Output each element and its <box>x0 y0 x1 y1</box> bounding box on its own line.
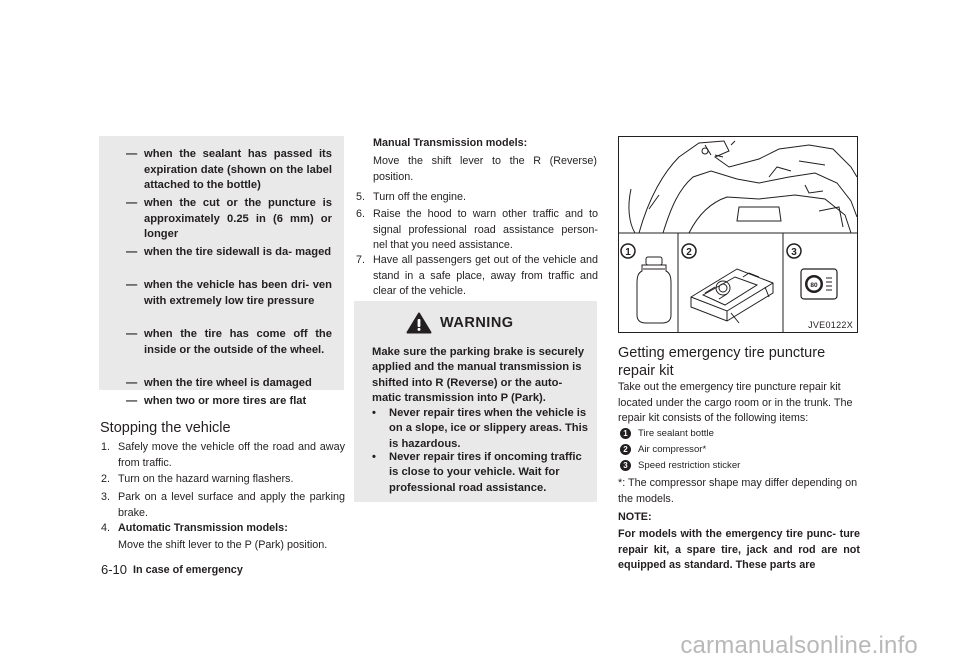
step-item: 6. Raise the hood to warn other traffic and to signal professional road assistance person- nel that you need assistance. <box>356 208 598 251</box>
condition-item: — when the tire has come off the inside or the outside of the wheel. <box>126 328 332 356</box>
condition-item: — when the tire wheel is damaged <box>126 377 312 389</box>
warning-intro: Make sure the parking brake is securely applied and the manual transmission is shifted into R (Reverse) or the auto- matic transmission into P (Park). <box>372 346 585 405</box>
condition-item: — when the tire sidewall is da- maged <box>126 246 332 258</box>
manual-title: Manual Transmission models: <box>373 137 528 149</box>
warning-bullet: • Never repair tires when the vehicle is on a slope, ice or slippery areas. This is hazardous. <box>372 407 588 450</box>
step-item: 7. Have all passengers get out of the vehicle and stand in a safe place, away from traffic and clear of the vehicle. <box>356 254 598 297</box>
item-number-badge: 1 <box>620 428 631 439</box>
kit-intro: Take out the emergency tire puncture repair kit located under the cargo room or in the trunk. The repair kit consists of the following items: <box>618 381 853 424</box>
kit-item: 2 Air compressor* <box>620 443 706 457</box>
watermark: carmanualsonline.info <box>680 632 918 659</box>
step-subtext: Move the shift lever to the P (Park) position. <box>118 539 328 551</box>
kit-item: 3 Speed restriction sticker <box>620 459 740 473</box>
callout-2 <box>682 244 696 258</box>
svg-text:1: 1 <box>625 247 631 258</box>
condition-item: — when two or more tires are flat <box>126 395 307 407</box>
step-item: 3. Park on a level surface and apply the parking brake. <box>101 491 345 519</box>
section-heading: Stopping the vehicle <box>100 420 231 436</box>
condition-item: — when the cut or the puncture is approximately 0.25 in (6 mm) or longer <box>126 197 332 241</box>
section-title: In case of emergency <box>133 564 243 576</box>
callout-3 <box>787 244 801 258</box>
item-number-badge: 2 <box>620 444 631 455</box>
warning-icon <box>406 312 432 334</box>
repair-kit-figure <box>618 136 858 333</box>
note-label: NOTE: <box>618 511 652 523</box>
manual-text: Move the shift lever to the R (Reverse) position. <box>373 155 597 183</box>
page-number: 6-10 <box>101 562 128 577</box>
warning-title: WARNING <box>440 315 514 331</box>
condition-item: — when the sealant has passed its expiration date (shown on the label attached to the bottle) <box>126 148 332 192</box>
kit-item: 1 Tire sealant bottle <box>620 427 714 441</box>
trunk-illustration <box>619 137 857 332</box>
sticker-speed-label: 80 <box>810 282 818 289</box>
condition-item: — when the vehicle has been dri- ven with extremely low tire pressure <box>126 279 332 307</box>
step-item: 5. Turn off the engine. <box>356 191 467 203</box>
svg-text:3: 3 <box>791 247 797 258</box>
callout-1 <box>621 244 635 258</box>
warning-bullet: • Never repair tires if oncoming traffic is close to your vehicle. Wait for professional road assistance. <box>372 451 582 494</box>
step-item: 4. Automatic Transmission models: <box>101 522 288 534</box>
footnote: *: The compressor shape may differ depending on the models. <box>618 477 858 505</box>
note-text: For models with the emergency tire punc- ture repair kit, a spare tire, jack and rod are not equipped as standard. These parts are <box>618 528 860 571</box>
item-number-badge: 3 <box>620 460 631 471</box>
step-item: 2. Turn on the hazard warning flashers. <box>101 473 294 485</box>
figure-code: JVE0122X <box>808 320 853 330</box>
section-heading: Getting emergency tire puncture repair kit <box>618 345 826 379</box>
step-item: 1. Safely move the vehicle off the road and away from traffic. <box>101 441 345 469</box>
svg-text:2: 2 <box>686 247 692 258</box>
